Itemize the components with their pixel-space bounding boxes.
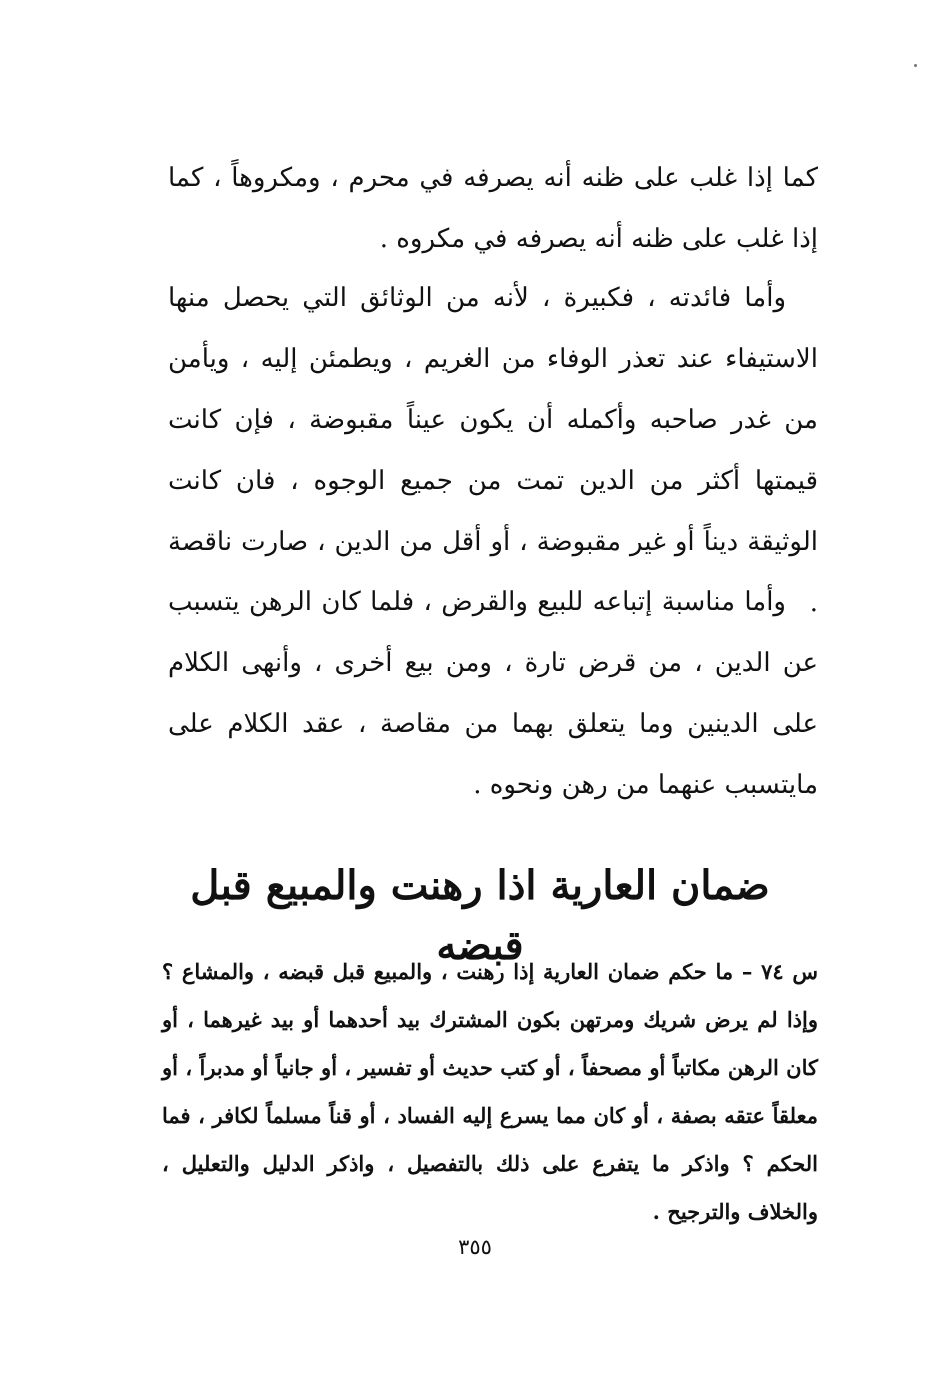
- paragraph-3: وأما مناسبة إتباعه للبيع والقرض ، فلما كان الرهن يتسبب عن الدين ، من قرض تارة ، ومن بيع أخرى ، وأنهى الكلام على الدينين وما يتعلق بهما من مقاصة ، عقد الكلام على مايتسبب عنهما من رهن ونحوه .: [168, 587, 818, 800]
- paragraph-1: كما إذا غلب على ظنه أنه يصرفه في محرم ، ومكروهاً ، كما إذا غلب على ظنه أنه يصرفه في مكروه .: [168, 163, 818, 254]
- question-paragraph: س ٧٤ – ما حكم ضمان العارية إذا رهنت ، والمبيع قبل قبضه ، والمشاع ؟ وإذا لم يرض شريك ومرتهن بكون المشترك بيد أحدهما أو بيد غيرهما ، أو كان الرهن مكاتباً أو مصحفاً ، أو كتب حديث أو تفسير ، أو جانياً أو مدبراً ، أو معلقاً عتقه بصفة ، أو كان مما يسرع إليه الفساد ، أو قناً مسلماً لكافر ، فما الحكم ؟ واذكر ما يتفرع على ذلك بالتفصيل ، واذكر الدليل والتعليل ، والخلاف والترجيح .: [162, 959, 818, 1224]
- page-number: ٣٥٥: [458, 1235, 492, 1259]
- paragraph-2: وأما فائدته ، فكبيرة ، لأنه من الوثائق التي يحصل منها الاستيفاء عند تعذر الوفاء من الغريم ، ويطمئن إليه ، ويأمن من غدر صاحبه وأكمله أن يكون عيناً مقبوضة ، فإن كانت قيمتها أكثر من الدين تمت من جميع الوجوه ، فان كانت الوثيقة ديناً أو غير مقبوضة ، أو أقل من الدين ، صارت ناقصة .: [168, 283, 818, 618]
- section-heading: ضمان العارية اذا رهنت والمبيع قبل قبضه: [190, 862, 770, 969]
- scan-speck: [914, 64, 917, 67]
